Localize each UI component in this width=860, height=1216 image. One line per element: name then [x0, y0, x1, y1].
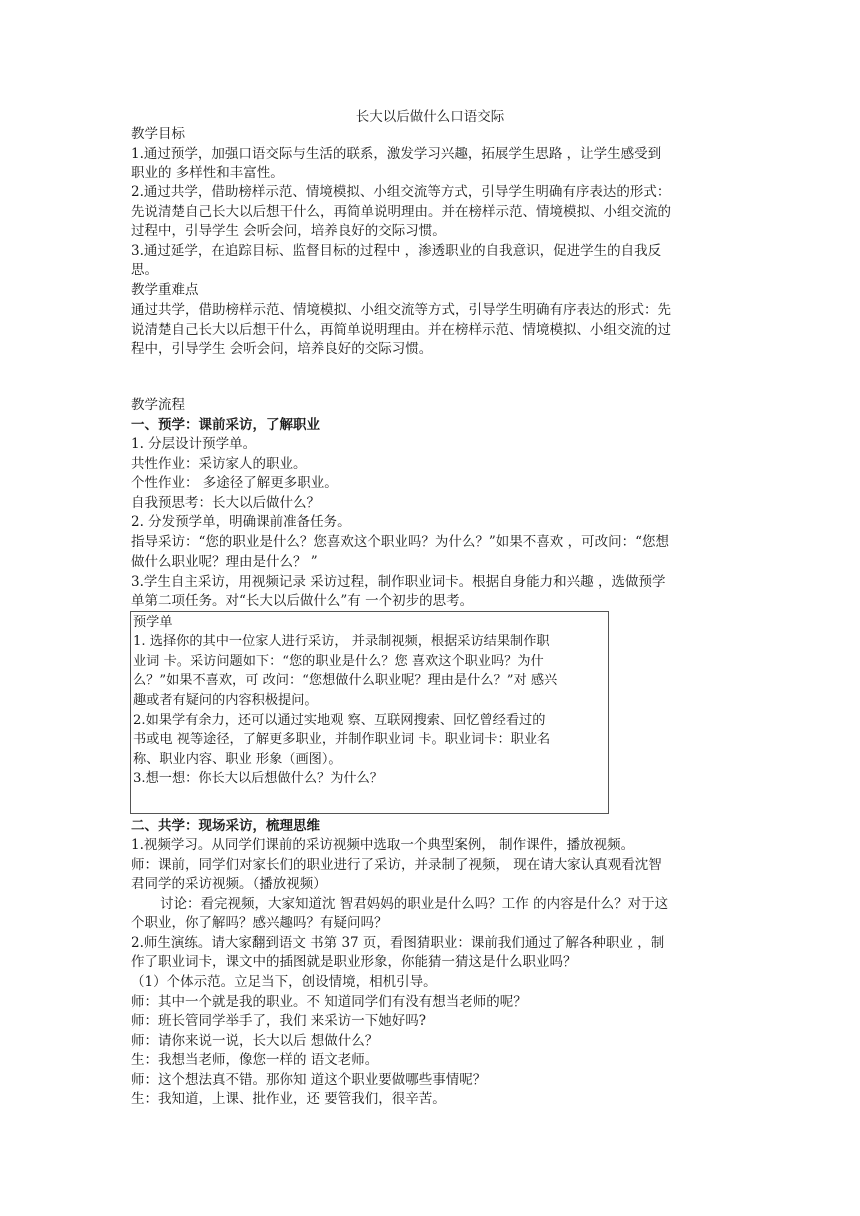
section2-line: 师：其中一个就是我的职业。不 知道同学们有没有想当老师的呢？ [131, 994, 527, 1010]
section1-line: 做什么职业呢？理由是什么？ ” [131, 554, 318, 570]
section1-line: 3.学生自主采访，用视频记录 采访过程，制作职业词卡。根据自身能力和兴趣 ，选做预学 [131, 574, 666, 590]
box-title: 预学单 [133, 615, 173, 630]
section2-line: 师：班长管同学举手了，我们 来采访一下她好吗? [131, 1013, 427, 1029]
section1-line: 个性作业： 多途径了解更多职业。 [131, 475, 338, 491]
goal-line: 职业的 多样性和丰富性。 [131, 165, 284, 181]
section2-line: 君同学的采访视频。（播放视频） [131, 876, 327, 892]
goal-line: 过程中，引导学生 会听会问，培养良好的交际习惯。 [131, 223, 446, 239]
document-title: 长大以后做什么口语交际 [355, 109, 505, 125]
box-line: 业词 卡。采访问题如下：“您的职业是什么？您 喜欢这个职业吗？为什 [133, 654, 544, 669]
section2-line: 师：课前，同学们对家长们的职业进行了采访，并录制了视频， 现在请大家认真观看沈智 [131, 857, 662, 873]
key-line: 通过共学，借助榜样示范、情境模拟、小组交流等方式，引导学生明确有序表达的形式：先 [131, 302, 671, 318]
goal-line: 先说清楚自己长大以后想干什么，再简单说明理由。并在榜样示范、情境模拟、小组交流的 [131, 204, 671, 220]
goals-heading: 教学目标 [131, 126, 185, 142]
box-line: 3.想一想：你长大以后想做什么？为什么？ [133, 771, 383, 786]
section1-line: 1. 分层设计预学单。 [131, 436, 257, 452]
goal-line: 3.通过延学，在追踪目标、监督目标的过程中 ，渗透职业的自我意识，促进学生的自我反 [131, 243, 662, 259]
section1-line: 自我预思考：长大以后做什么？ [131, 495, 320, 511]
section1-line: 2. 分发预学单，明确课前准备任务。 [131, 514, 351, 530]
section2-line: 作了职业词卡，课文中的插图就是职业形象，你能猜一猜这是什么职业吗？ [131, 954, 577, 970]
box-line: 称、职业内容、职业 形象（画图）。 [133, 752, 342, 767]
box-line: 么？”如果不喜欢，可 改问：“您想做什么职业呢？理由是什么？”对 感兴 [133, 673, 558, 688]
key-line: 说清楚自己长大以后想干什么，再简单说明理由。并在榜样示范、情境模拟、小组交流的过 [131, 322, 671, 338]
section2-indented-line: 讨论：看完视频，大家知道沈 智君妈妈的职业是什么吗？工作 的内容是什么？对于这 [160, 896, 669, 912]
box-line: 趣或者有疑问的内容积极提问。 [133, 693, 318, 708]
section2-line: 师：请你来说一说，长大以后 想做什么？ [131, 1033, 379, 1049]
section2-heading: 二、共学：现场采访，梳理思维 [131, 818, 320, 834]
section2-line: 个职业，你了解吗？感兴趣吗？有疑问吗？ [131, 915, 388, 931]
box-line: 1. 选择你的其中一位家人进行采访， 并录制视频，根据采访结果制作职 [133, 634, 550, 649]
goal-line: 思。 [131, 262, 158, 278]
box-line: 书或电 视等途径，了解更多职业，并制作职业词 卡。职业词卡：职业名 [133, 732, 551, 747]
section2-line: （1）个体示范。立足当下，创设情境，相机引导。 [131, 974, 437, 990]
section2-line: 生：我知道，上课、批作业，还 要管我们，很辛苦。 [131, 1091, 446, 1107]
section1-heading: 一、预学：课前采访，了解职业 [131, 417, 320, 433]
section2-line: 2.师生演练。请大家翻到语文 书第 37 页，看图猜职业：课前我们通过了解各种职业 ，制 [131, 935, 665, 951]
prelearning-sheet-box [130, 611, 609, 814]
section2-line: 生：我想当老师，像您一样的 语文老师。 [131, 1052, 379, 1068]
goal-line: 1.通过预学，加强口语交际与生活的联系，激发学习兴趣，拓展学生思路 ，让学生感受到 [131, 146, 662, 162]
section1-line: 指导采访：“您的职业是什么？您喜欢这个职业吗？为什么？”如果不喜欢 ，可改问：“您想 [131, 534, 669, 550]
flow-heading: 教学流程 [131, 397, 185, 413]
key-line: 程中，引导学生 会听会问，培养良好的交际习惯。 [131, 341, 433, 357]
section2-line: 师：这个想法真不错。那你知 道这个职业要做哪些事情呢？ [131, 1072, 487, 1088]
section1-line: 共性作业：采访家人的职业。 [131, 456, 307, 472]
section1-line: 单第二项任务。对“长大以后做什么”有 一个初步的思考。 [131, 593, 474, 609]
section2-line: 1.视频学习。从同学们课前的采访视频中选取一个典型案例， 制作课件，播放视频。 [131, 837, 635, 853]
box-line: 2.如果学有余力，还可以通过实地观 察、互联网搜索、回忆曾经看过的 [133, 713, 546, 728]
key-heading: 教学重难点 [131, 282, 199, 298]
goal-line: 2.通过共学，借助榜样示范、情境模拟、小组交流等方式，引导学生明确有序表达的形式： [131, 184, 671, 200]
